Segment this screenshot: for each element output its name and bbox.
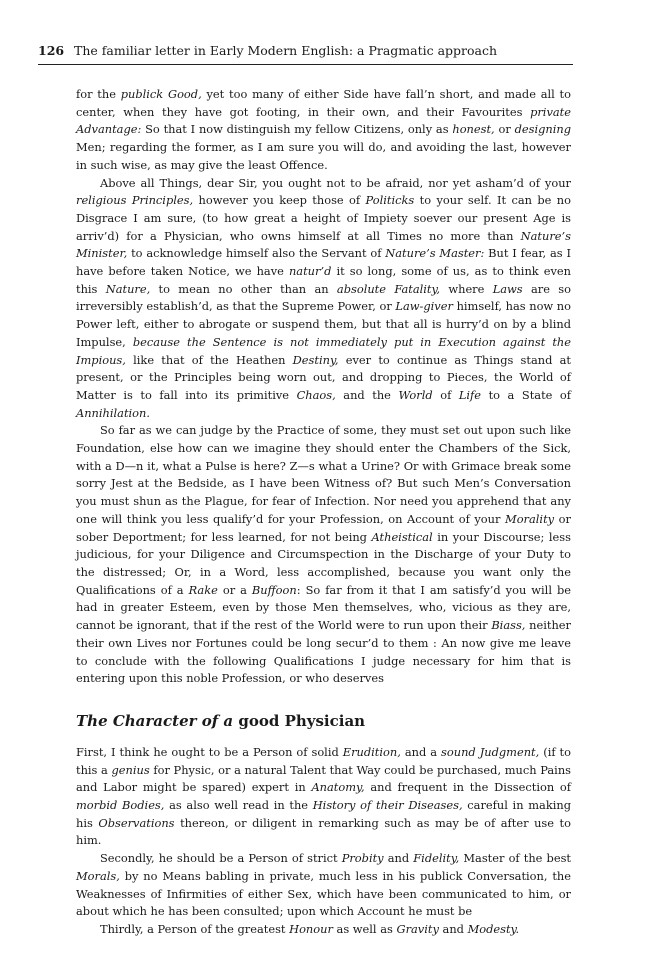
text-run: So far as we can judge by the Practice of some, they must set out upon such like Foundation, else how can we imagine they should enter the Chambers of the Sick, with a D—n it, what a Pulse is here? Z—s what a Urine? Or with Grimace break some sorry Jest at the Bedside, as I have been Witness of? But such Men’s Conversation you must shun as the Plague, for fear of Infection. Nor need you apprehend that any one will think you less qualify’d for your Profession, on Account of your xyxy=(76,423,571,526)
italic-text: Modesty. xyxy=(467,921,520,936)
text-run: careful in making his xyxy=(76,798,571,830)
italic-text: History of their Diseases, xyxy=(312,798,463,813)
text-run: Men; regarding the former, as I am sure you will do, and avoiding the last, however in such wise, as may give the least Offence. xyxy=(76,140,571,172)
italic-text: sound Judgment, xyxy=(441,744,540,759)
italic-text: absolute Fatality, xyxy=(336,281,441,296)
italic-text: Laws xyxy=(492,281,523,296)
section-heading-italic: The Character of a xyxy=(76,711,234,730)
italic-text: Law-giver xyxy=(395,299,453,314)
text-run: or xyxy=(494,122,515,137)
text-run: neither their own Lives nor Fortunes could be long secur’d to them : An now give me leave to conclude with the following Qualifications I judge necessary for him that is entering upon this noble Profession, or who deserves xyxy=(76,618,571,686)
italic-text: Observations xyxy=(98,815,175,830)
italic-text: Life xyxy=(458,387,482,402)
text-run: thereon, or diligent in remarking such as may be of after use to him. xyxy=(76,815,571,848)
text-run: Master of the best xyxy=(459,851,571,866)
italic-text: honest, xyxy=(452,122,495,137)
page-number: 126 xyxy=(38,43,65,58)
section-heading xyxy=(76,710,571,732)
italic-text: because the Sentence is not immediately put in Execution against the Impious, xyxy=(76,334,571,367)
italic-text: Rake xyxy=(188,582,218,597)
italic-text: morbid Bodies, xyxy=(76,798,165,813)
text-run: yet too many of either Side have fall’n short, and made all to center, when they have got footing, in their own, and their Favourites xyxy=(76,87,571,119)
text-run: in your Discourse; less judicious, for your Diligence and Circumspection in the Discharge of your Duty to the distressed; Or, in a Word, less accomplished, because you want only the Qualifications of a xyxy=(76,529,571,597)
text-run: (if to this a xyxy=(76,744,571,777)
text-run: to acknowledge himself also the Servant of xyxy=(127,246,386,261)
section-heading-roman: good Physician xyxy=(233,711,366,730)
text-run: by no Means babling in private, much less in his publick Conversation, the Weaknesses of Infirmities of either Sex, which have been communicated to him, or about which he has been consulted; upon which Account he must be xyxy=(76,868,571,919)
text-run: and xyxy=(383,851,414,866)
paragraph xyxy=(76,921,571,939)
text-run: to a State of xyxy=(481,387,572,402)
paragraph xyxy=(76,86,571,175)
italic-text: Erudition, xyxy=(342,744,401,759)
letter-body-paragraphs xyxy=(76,86,571,688)
text-run: or a xyxy=(217,582,252,597)
paragraph xyxy=(76,175,571,423)
italic-text: Nature’s Master: xyxy=(385,246,485,261)
italic-text: genius xyxy=(111,762,150,777)
italic-text: Annihilation. xyxy=(76,405,150,420)
text-run: of xyxy=(432,387,459,402)
main-text xyxy=(76,86,571,939)
italic-text: Chaos, xyxy=(296,387,336,402)
text-run: or sober Deportment; for less learned, for not being xyxy=(76,511,571,544)
text-run: as also well read in the xyxy=(164,798,313,813)
paragraph xyxy=(76,850,571,921)
text-run: and xyxy=(438,921,468,936)
text-run: to your self. It can be no Disgrace I am sure, (to how great a height of Impiety soever our present Age is arriv’d) for a Physician, who owns himself at all Times no more than xyxy=(76,193,571,243)
text-run: it so long, some of us, as to think even this xyxy=(76,264,572,296)
text-run: for the xyxy=(76,87,121,101)
text-run: But I fear, as I have before taken Notice, we have xyxy=(76,246,571,279)
italic-text: Fidelity, xyxy=(413,851,460,866)
italic-text: private Advantage: xyxy=(76,104,571,137)
text-run: where xyxy=(440,281,493,296)
text-run: and a xyxy=(400,744,442,759)
text-run: as well as xyxy=(332,921,397,936)
text-run: Above all Things, dear Sir, you ought not to be afraid, nor yet asham’d of your xyxy=(100,175,571,190)
paragraph xyxy=(76,744,571,850)
italic-text: Anatomy, xyxy=(311,780,365,795)
paragraph xyxy=(76,422,571,688)
text-run: First, I think he ought to be a Person of solid xyxy=(76,744,343,759)
italic-text: Buffoon xyxy=(251,582,297,597)
running-head xyxy=(38,36,573,65)
text-run: : So far from it that I am satisfy’d you will be had in greater Esteem, even by those Men themselves, who, vicious as they are, cannot be ignorant, that if the rest of the World were to run upon their xyxy=(76,582,571,633)
italic-text: Politicks xyxy=(365,193,415,208)
italic-text: Gravity xyxy=(396,921,439,936)
running-title: The familiar letter in Early Modern English: a Pragmatic approach xyxy=(74,43,498,58)
italic-text: Morals, xyxy=(76,868,120,883)
italic-text: Biass, xyxy=(491,618,526,633)
italic-text: Nature’s Minister, xyxy=(76,228,571,261)
text-run: for Physic, or a natural Talent that Way could be purchased, much Pains and Labor might be spared) expert in xyxy=(76,762,571,795)
italic-text: designing xyxy=(514,122,571,137)
italic-text: Honour xyxy=(289,921,333,936)
text-run: are so irreversibly establish’d, as that the Supreme Power, or xyxy=(76,281,571,314)
text-run: Thirdly, a Person of the greatest xyxy=(100,921,290,936)
italic-text: Probity xyxy=(341,851,384,866)
text-run: ever to continue as Things stand at present, or the Principles being worn out, and dropping to Pieces, the World of Matter is to fall into its primitive xyxy=(76,352,571,402)
text-run: himself, has now no Power left, either to abrogate or suspend them, but that all is hurry’d on by a blind Impulse, xyxy=(76,299,571,349)
text-run: Secondly, he should be a Person of strict xyxy=(100,851,342,866)
text-run: and frequent in the Dissection of xyxy=(364,780,571,795)
character-paragraphs xyxy=(76,744,571,939)
text-run: like that of the Heathen xyxy=(125,352,293,367)
text-run: to mean no other than an xyxy=(150,281,337,296)
text-run: So that I now distinguish my fellow Citizens, only as xyxy=(141,122,453,137)
italic-text: natur’d xyxy=(288,264,332,279)
italic-text: Destiny, xyxy=(292,352,339,367)
italic-text: Nature, xyxy=(105,281,151,296)
text-run: and the xyxy=(335,387,399,402)
italic-text: Atheistical xyxy=(371,529,433,544)
italic-text: World xyxy=(398,387,433,402)
italic-text: publick Good, xyxy=(120,87,202,101)
text-run: however you keep those of xyxy=(193,193,366,208)
italic-text: religious Principles, xyxy=(76,193,194,208)
italic-text: Morality xyxy=(505,511,555,526)
